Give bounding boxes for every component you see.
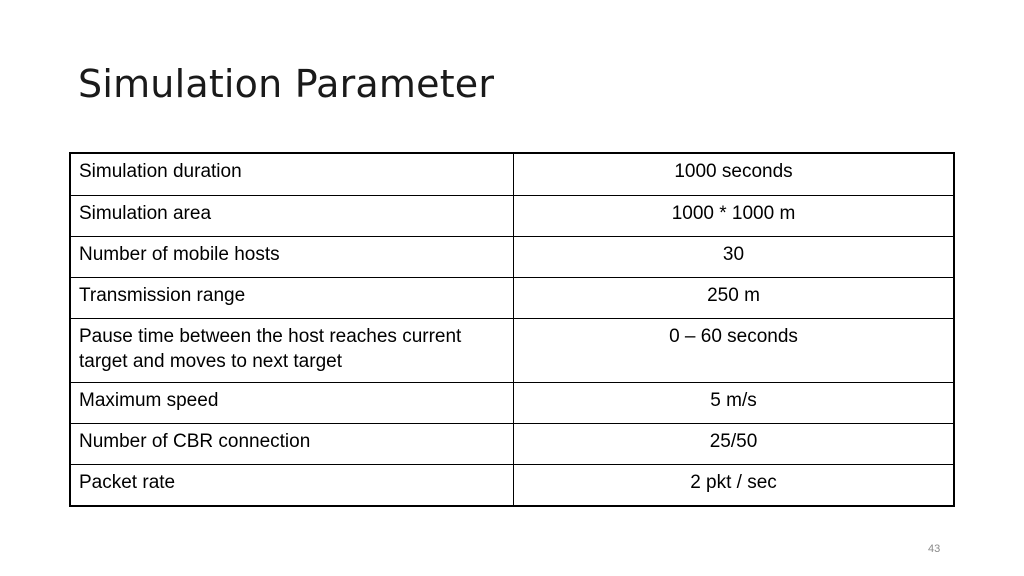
table-row bbox=[70, 465, 954, 507]
slide-number: 43 bbox=[928, 543, 941, 555]
table-row bbox=[70, 278, 954, 319]
parameter-name-cell: Transmission range bbox=[70, 278, 514, 319]
parameter-name-cell: Packet rate bbox=[70, 465, 514, 507]
parameter-value-cell: 1000 * 1000 m bbox=[514, 196, 955, 237]
parameter-value-cell: 2 pkt / sec bbox=[514, 465, 955, 507]
table-row bbox=[70, 237, 954, 278]
table-row bbox=[70, 319, 954, 383]
slide-title: Simulation Parameter bbox=[78, 62, 495, 106]
parameter-name-cell: Pause time between the host reaches current target and moves to next target bbox=[70, 319, 514, 383]
table-row bbox=[70, 153, 954, 196]
parameter-value-cell: 1000 seconds bbox=[514, 153, 955, 196]
parameter-value-cell: 250 m bbox=[514, 278, 955, 319]
parameter-value-cell: 0 – 60 seconds bbox=[514, 319, 955, 383]
parameter-value-cell: 25/50 bbox=[514, 424, 955, 465]
table-row bbox=[70, 424, 954, 465]
parameter-value-cell: 30 bbox=[514, 237, 955, 278]
parameter-name-cell: Simulation area bbox=[70, 196, 514, 237]
parameter-name-cell: Maximum speed bbox=[70, 383, 514, 424]
table-row bbox=[70, 196, 954, 237]
simulation-parameter-table bbox=[69, 152, 955, 507]
parameter-value-cell: 5 m/s bbox=[514, 383, 955, 424]
parameter-name-cell: Number of mobile hosts bbox=[70, 237, 514, 278]
parameter-name-cell: Number of CBR connection bbox=[70, 424, 514, 465]
table-row bbox=[70, 383, 954, 424]
parameter-name-cell: Simulation duration bbox=[70, 153, 514, 196]
